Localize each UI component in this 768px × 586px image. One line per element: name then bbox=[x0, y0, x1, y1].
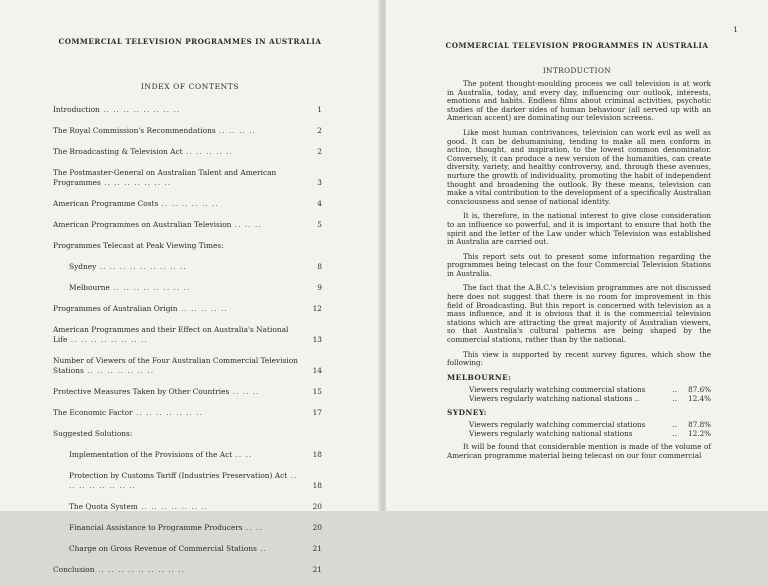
toc-entry-title: The Quota System bbox=[69, 502, 138, 511]
toc-entry-title: The Postmaster-General on Australian Talent and American Programmes bbox=[53, 168, 277, 187]
stat-label: Viewers regularly watching national stations .. bbox=[469, 394, 640, 403]
table-of-contents bbox=[53, 105, 322, 586]
right-page bbox=[386, 0, 768, 511]
paragraph: The fact that the A.B.C.'s television programmes are not discussed here does not suggest that there is no room for improvement in this field of Broadcasting. But this report is concerned with television as a mass influence, and it is obvious that it is the commercial television stations which are attracting the great majority of Australian viewers, so that Australia's cultural patterns are being shaped by the commercial stations, rather than by the national. bbox=[447, 283, 711, 345]
toc-entry bbox=[53, 283, 322, 293]
paragraph: This view is supported by recent survey figures, which show the following: bbox=[447, 349, 711, 368]
toc-entry-title: American Programmes and their Effect on Australia's National Life bbox=[53, 325, 289, 344]
toc-entry-title: Programmes Telecast at Peak Viewing Times: bbox=[53, 241, 224, 250]
toc-page-number: 21 bbox=[312, 544, 322, 553]
paragraph: This report sets out to present some information regarding the programmes being telecast on the four Commercial Television Stations in Australia. bbox=[447, 251, 711, 278]
toc-leader-dots: .. .. .. .. .. .. .. .. .. bbox=[96, 262, 187, 271]
toc-page-number: 18 bbox=[312, 450, 322, 459]
toc-page-number: 15 bbox=[312, 387, 322, 396]
toc-page-number: 20 bbox=[312, 502, 322, 511]
toc-page-number: 18 bbox=[312, 481, 322, 490]
toc-entry-title: Programmes of Australian Origin bbox=[53, 304, 178, 313]
toc-page-number: 20 bbox=[312, 523, 322, 532]
toc-leader-dots: .. .. .. .. .. .. .. .. .. bbox=[94, 565, 185, 574]
stat-label: Viewers regularly watching commercial stations bbox=[469, 385, 646, 395]
toc-entry bbox=[53, 325, 322, 345]
toc-leader-dots: .. .. .. .. .. .. bbox=[158, 199, 219, 208]
toc-leader-dots: .. .. .. bbox=[231, 220, 262, 229]
toc-entry-title: Introduction bbox=[53, 105, 100, 114]
toc-page-number: 2 bbox=[317, 147, 322, 156]
paragraph: Like most human contrivances, television can work evil as well as good. It can be dehumanising, tending to make all men conform in action, thought, and inspiration, to the lowest common denominator. Conversely, it can produce a new version of the humanities, can create diversity, variety, and healthy controversy, and, through these avenues, nurture the growth of individuality, promoting the habit of independent thought and broadening the outlook. By these means, television can make a vital contribution to the development of a specifically Australian consciousness and sense of national identity. bbox=[447, 127, 711, 206]
toc-leader-dots: .. .. .. .. .. bbox=[182, 147, 233, 156]
toc-entry-title: The Broadcasting & Television Act bbox=[53, 147, 183, 156]
melbourne-stats bbox=[447, 386, 711, 403]
toc-entry-title: Suggested Solutions: bbox=[53, 429, 133, 438]
paragraph: The potent thought-moulding process we call television is at work in Australia, today, and every day, influencing our outlook, interests, emotions and habits. Endless films about criminal activities, psychotic studies of the darker sides of human behaviour (all served up with an American accent) are dominating our television screens. bbox=[447, 79, 711, 123]
toc-entry bbox=[53, 241, 322, 251]
paragraph: It is, therefore, in the national interest to give close consideration to an influence so powerful, and it is important to ensure that both the spirit and the letter of the Law under which Television was established in Australia are carried out. bbox=[447, 211, 711, 247]
intro-paragraphs bbox=[447, 80, 711, 368]
stat-value: 12.4% bbox=[688, 394, 711, 403]
toc-entry bbox=[53, 450, 322, 460]
toc-entry bbox=[53, 126, 322, 136]
toc-page-number: 2 bbox=[317, 126, 322, 135]
toc-page-number: 21 bbox=[312, 565, 322, 574]
toc-entry-title: Number of Viewers of the Four Australian Commercial Television Stations bbox=[53, 356, 298, 375]
toc-entry bbox=[53, 168, 322, 188]
toc-entry-title: Charge on Gross Revenue of Commercial Stations bbox=[69, 544, 257, 553]
toc-entry bbox=[53, 105, 322, 115]
toc-leader-dots: .. .. .. .. .. .. .. bbox=[137, 502, 209, 511]
toc-entry bbox=[53, 408, 322, 418]
toc-entry bbox=[53, 356, 322, 376]
page-number: 1 bbox=[733, 25, 738, 34]
stat-leader-dots: .. bbox=[672, 428, 677, 438]
toc-entry-title: Implementation of the Provisions of the Act bbox=[69, 450, 233, 459]
toc-page-number: 3 bbox=[317, 178, 322, 187]
toc-leader-dots: .. bbox=[256, 544, 267, 553]
toc-entry bbox=[53, 523, 322, 533]
stat-value: 87.8% bbox=[688, 420, 711, 430]
toc-page-number: 8 bbox=[317, 262, 322, 271]
toc-leader-dots: .. .. .. .. .. .. .. bbox=[132, 408, 203, 417]
toc-leader-dots: .. .. .. .. .. .. .. .. bbox=[109, 283, 191, 292]
toc-entry-title: Conclusion bbox=[53, 565, 95, 574]
melbourne-heading: MELBOURNE: bbox=[447, 372, 512, 382]
toc-entry-title: The Economic Factor bbox=[53, 408, 133, 417]
stat-leader-dots: .. bbox=[672, 385, 677, 395]
toc-leader-dots: .. .. bbox=[242, 523, 263, 532]
toc-page-number: 5 bbox=[317, 220, 322, 229]
toc-entry bbox=[53, 502, 322, 512]
toc-entry-title: Melbourne bbox=[69, 283, 110, 292]
toc-entry-title: Protective Measures Taken by Other Countries bbox=[53, 387, 230, 396]
toc-entry bbox=[53, 199, 322, 209]
toc-page-number: 12 bbox=[312, 304, 322, 313]
running-title: COMMERCIAL TELEVISION PROGRAMMES IN AUSTRALIA bbox=[445, 41, 709, 50]
stat-leader-dots: .. bbox=[672, 394, 677, 403]
toc-entry bbox=[53, 262, 322, 272]
toc-page-number: 1 bbox=[317, 105, 322, 114]
toc-entry-title: Protection by Customs Tariff (Industries Preservation) Act bbox=[69, 471, 288, 480]
toc-leader-dots: .. .. .. .. bbox=[215, 126, 256, 135]
index-heading: INDEX OF CONTENTS bbox=[140, 82, 240, 91]
toc-entry bbox=[53, 544, 322, 554]
toc-entry-title: American Programmes on Australian Television bbox=[53, 220, 232, 229]
toc-page-number: 13 bbox=[312, 335, 322, 344]
toc-leader-dots: .. .. .. .. .. .. .. .. bbox=[99, 105, 181, 114]
toc-entry bbox=[53, 147, 322, 157]
toc-leader-dots: .. .. .. .. .. .. .. bbox=[83, 366, 155, 375]
toc-leader-dots: .. .. .. .. .. .. .. .. bbox=[69, 471, 298, 490]
toc-entry bbox=[53, 387, 322, 397]
toc-page-number: 14 bbox=[312, 366, 322, 375]
running-title: COMMERCIAL TELEVISION PROGRAMMES IN AUSTRALIA bbox=[58, 37, 322, 46]
toc-entry bbox=[53, 565, 322, 575]
stat-label: Viewers regularly watching commercial stations bbox=[469, 420, 646, 430]
toc-leader-dots: .. .. .. .. .. .. .. .. bbox=[67, 335, 148, 344]
sydney-heading: SYDNEY: bbox=[447, 407, 488, 417]
body-text bbox=[447, 80, 711, 467]
toc-leader-dots: .. .. .. .. .. .. .. bbox=[100, 178, 172, 187]
stat-leader-dots: .. bbox=[672, 420, 677, 430]
left-page bbox=[0, 0, 380, 574]
toc-page-number: 17 bbox=[312, 408, 322, 417]
sydney-stats bbox=[447, 421, 711, 438]
toc-entry bbox=[53, 220, 322, 230]
stat-label: Viewers regularly watching national stations bbox=[469, 428, 633, 438]
toc-leader-dots: .. .. .. bbox=[229, 387, 260, 396]
toc-leader-dots: .. .. .. .. .. bbox=[177, 304, 228, 313]
toc-page-number: 9 bbox=[317, 283, 322, 292]
toc-entry bbox=[53, 429, 322, 439]
stat-value: 87.6% bbox=[688, 385, 711, 395]
toc-entry bbox=[53, 304, 322, 314]
toc-page-number: 4 bbox=[317, 199, 322, 208]
stat-row bbox=[447, 395, 711, 404]
toc-leader-dots: .. .. bbox=[232, 450, 253, 459]
toc-entry-title: Sydney bbox=[69, 262, 97, 271]
toc-entry bbox=[53, 471, 322, 491]
toc-entry-title: The Royal Commission's Recommendations bbox=[53, 126, 216, 135]
toc-entry-title: Financial Assistance to Programme Producers bbox=[69, 523, 243, 532]
section-heading: INTRODUCTION bbox=[542, 66, 612, 75]
closing-paragraph: It will be found that considerable mention is made of the volume of American programme material being telecast on our four commercial bbox=[447, 442, 711, 460]
toc-entry-title: American Programme Costs bbox=[53, 199, 159, 208]
stat-value: 12.2% bbox=[688, 428, 711, 438]
stat-row bbox=[447, 430, 711, 439]
